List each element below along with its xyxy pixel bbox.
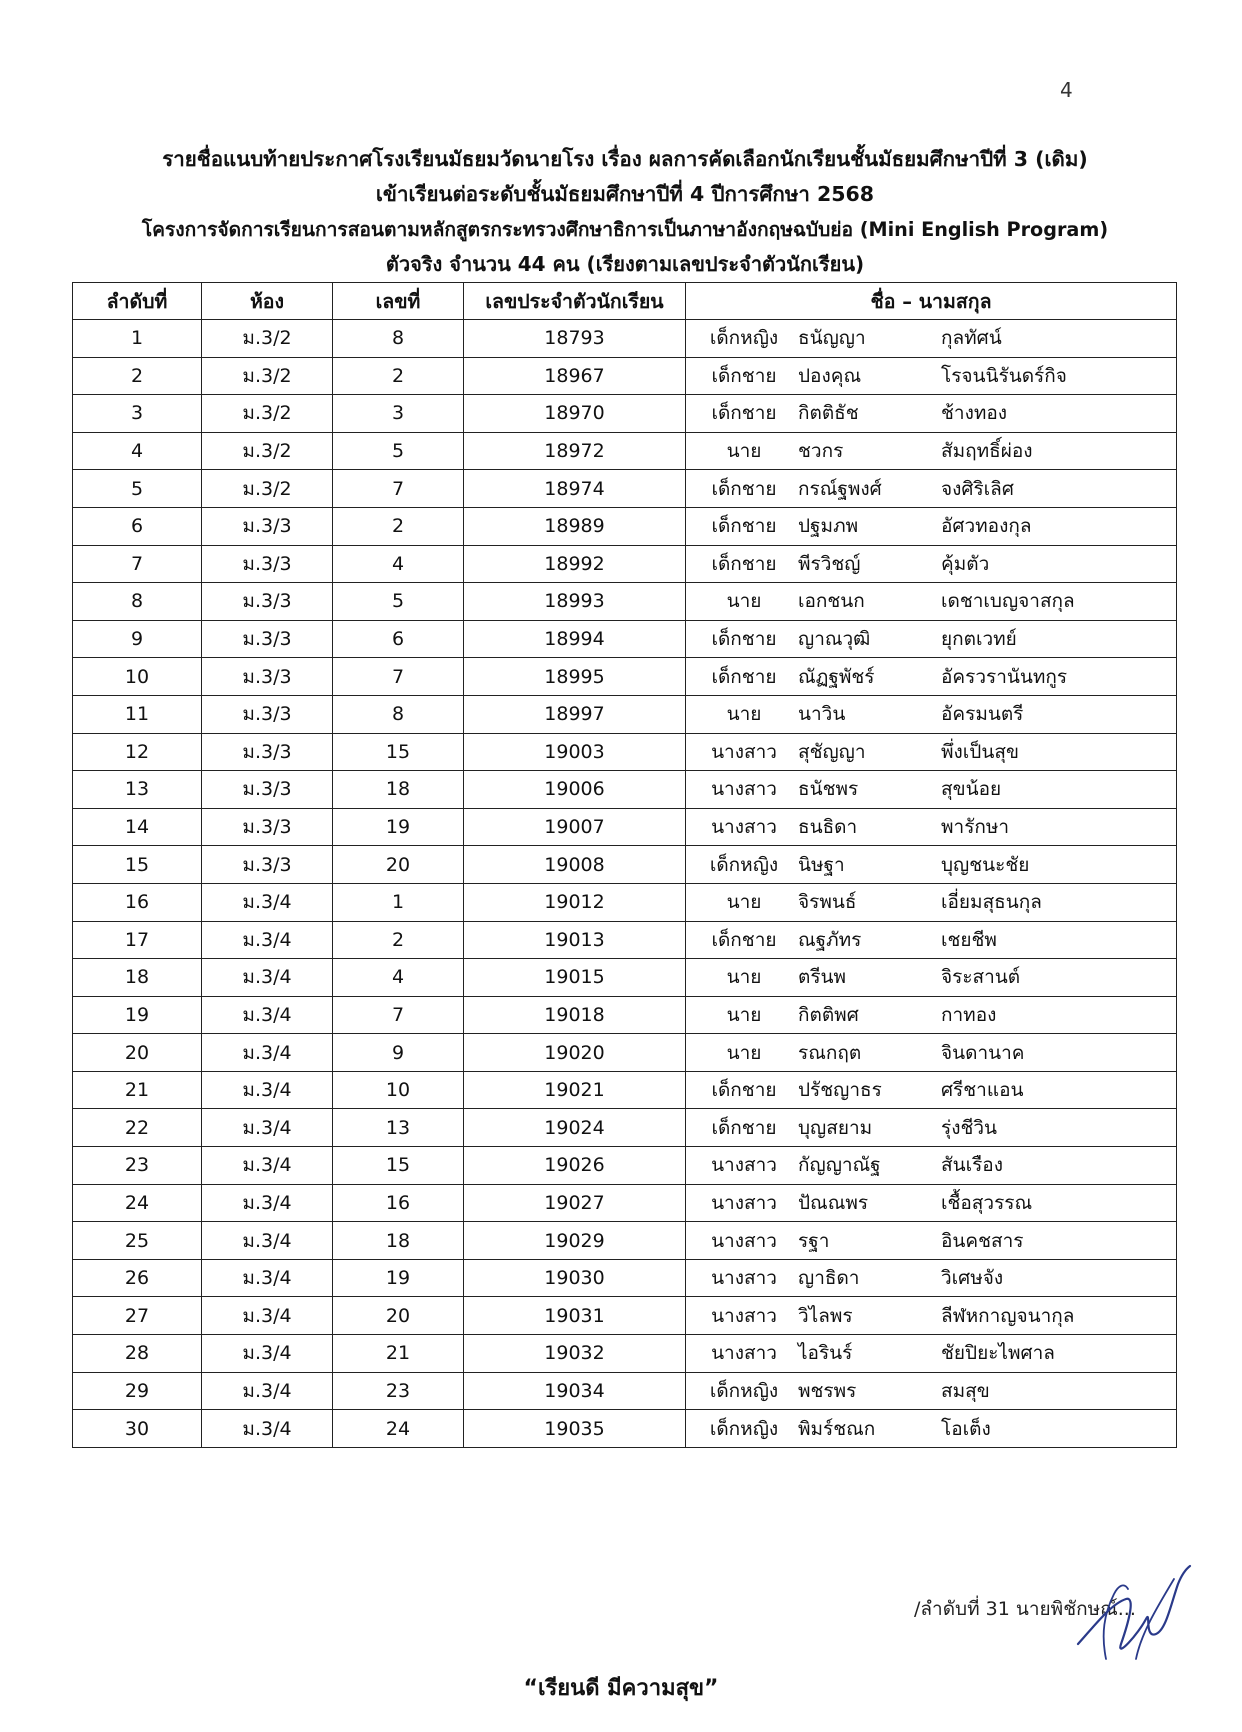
cell-number: 15 <box>333 1147 464 1185</box>
last-name: ลีฬหกาญจนากุล <box>941 1304 1075 1327</box>
table-row <box>73 432 1177 470</box>
cell-room: ม.3/2 <box>202 395 333 433</box>
cell-room: ม.3/3 <box>202 695 333 733</box>
cell-full-name <box>686 507 1177 545</box>
name-prefix: นางสาว <box>711 1342 777 1365</box>
first-name: รณกฤต <box>798 1041 862 1064</box>
cell-number: 5 <box>333 583 464 621</box>
name-prefix: นางสาว <box>711 1229 777 1252</box>
cell-index: 28 <box>73 1335 202 1373</box>
cell-number: 18 <box>333 1222 464 1260</box>
cell-room: ม.3/4 <box>202 959 333 997</box>
name-prefix: เด็กชาย <box>711 628 777 651</box>
table-row <box>73 658 1177 696</box>
cell-room: ม.3/3 <box>202 620 333 658</box>
cell-full-name <box>686 883 1177 921</box>
cell-room: ม.3/3 <box>202 771 333 809</box>
first-name: ญาธิดา <box>798 1267 860 1290</box>
last-name: จิระสานต์ <box>941 966 1021 989</box>
cell-number: 24 <box>333 1410 464 1448</box>
table-row <box>73 1410 1177 1448</box>
table-row <box>73 583 1177 621</box>
name-prefix: นางสาว <box>711 778 777 801</box>
last-name: โรจนนิรันดร์กิจ <box>941 364 1067 387</box>
first-name: ปรัชญาธร <box>798 1079 882 1102</box>
table-row <box>73 1034 1177 1072</box>
last-name: พึ่งเป็นสุข <box>941 740 1019 763</box>
cell-full-name <box>686 620 1177 658</box>
last-name: เชื้อสุวรรณ <box>941 1191 1033 1214</box>
cell-room: ม.3/3 <box>202 808 333 846</box>
column-header-student-id: เลขประจำตัวนักเรียน <box>464 283 686 320</box>
first-name: ณัฏฐพัชร์ <box>798 665 875 688</box>
cell-room: ม.3/2 <box>202 470 333 508</box>
cell-room: ม.3/4 <box>202 1372 333 1410</box>
cell-full-name <box>686 1109 1177 1147</box>
cell-full-name <box>686 1297 1177 1335</box>
cell-student-id: 19032 <box>464 1335 686 1373</box>
cell-index: 14 <box>73 808 202 846</box>
first-name: ปฐมภพ <box>798 515 859 538</box>
table-row <box>73 996 1177 1034</box>
first-name: ธนธิดา <box>798 816 858 839</box>
last-name: อัศวทองกุล <box>941 515 1032 538</box>
first-name: ธนัญญา <box>798 327 866 350</box>
cell-room: ม.3/4 <box>202 1297 333 1335</box>
cell-student-id: 19029 <box>464 1222 686 1260</box>
name-prefix: นาย <box>726 703 762 726</box>
cell-index: 22 <box>73 1109 202 1147</box>
table-row <box>73 846 1177 884</box>
last-name: สุขน้อย <box>941 778 1002 801</box>
table-row <box>73 320 1177 358</box>
first-name: สุชัญญา <box>798 740 866 763</box>
cell-index: 12 <box>73 733 202 771</box>
last-name: บุญชนะชัย <box>941 853 1030 876</box>
cell-full-name <box>686 808 1177 846</box>
name-prefix: เด็กชาย <box>711 665 777 688</box>
table-row <box>73 1109 1177 1147</box>
cell-full-name <box>686 1184 1177 1222</box>
cell-student-id: 18793 <box>464 320 686 358</box>
cell-index: 6 <box>73 507 202 545</box>
cell-index: 5 <box>73 470 202 508</box>
cell-index: 21 <box>73 1071 202 1109</box>
cell-full-name <box>686 846 1177 884</box>
cell-student-id: 18967 <box>464 357 686 395</box>
header-line-1: รายชื่อแนบท้ายประกาศโรงเรียนมัธยมวัดนายโรง เรื่อง ผลการคัดเลือกนักเรียนชั้นมัธยมศึกษาปีที่ 3 (เดิม) <box>162 147 1088 171</box>
page-number: 4 <box>1060 78 1073 102</box>
cell-full-name <box>686 695 1177 733</box>
cell-room: ม.3/4 <box>202 1335 333 1373</box>
first-name: รฐา <box>798 1229 830 1252</box>
cell-full-name <box>686 771 1177 809</box>
table-row <box>73 620 1177 658</box>
table-row <box>73 921 1177 959</box>
cell-number: 20 <box>333 1297 464 1335</box>
cell-student-id: 19013 <box>464 921 686 959</box>
cell-number: 20 <box>333 846 464 884</box>
cell-full-name <box>686 1259 1177 1297</box>
name-prefix: เด็กชาย <box>711 402 777 425</box>
cell-index: 25 <box>73 1222 202 1260</box>
last-name: วิเศษจัง <box>941 1267 1004 1290</box>
cell-number: 2 <box>333 507 464 545</box>
cell-number: 2 <box>333 357 464 395</box>
cell-student-id: 19021 <box>464 1071 686 1109</box>
cell-room: ม.3/4 <box>202 1222 333 1260</box>
cell-index: 19 <box>73 996 202 1034</box>
name-prefix: เด็กชาย <box>711 477 777 500</box>
first-name: วิไลพร <box>798 1304 853 1327</box>
cell-number: 4 <box>333 545 464 583</box>
document-header <box>70 142 1180 282</box>
first-name: นาวิน <box>798 703 846 726</box>
first-name: บุญสยาม <box>798 1116 873 1139</box>
cell-student-id: 19012 <box>464 883 686 921</box>
cell-index: 30 <box>73 1410 202 1448</box>
name-prefix: เด็กหญิง <box>709 853 779 876</box>
first-name: กัญญาณัฐ <box>798 1154 881 1177</box>
cell-room: ม.3/2 <box>202 357 333 395</box>
table-row <box>73 695 1177 733</box>
first-name: ปองคุณ <box>798 364 862 387</box>
cell-student-id: 18970 <box>464 395 686 433</box>
cell-full-name <box>686 395 1177 433</box>
first-name: ชวกร <box>798 440 844 463</box>
last-name: โอเต็ง <box>941 1417 991 1440</box>
first-name: เอกชนก <box>798 590 865 613</box>
table-header-row <box>73 283 1177 320</box>
cell-full-name <box>686 545 1177 583</box>
cell-full-name <box>686 357 1177 395</box>
cell-index: 17 <box>73 921 202 959</box>
cell-number: 9 <box>333 1034 464 1072</box>
cell-room: ม.3/4 <box>202 1071 333 1109</box>
cell-student-id: 18995 <box>464 658 686 696</box>
header-line-3: โครงการจัดการเรียนการสอนตามหลักสูตรกระทรวงศึกษาธิการเป็นภาษาอังกฤษฉบับย่อ (Mini English Program) <box>141 218 1109 241</box>
table-row <box>73 883 1177 921</box>
cell-student-id: 19035 <box>464 1410 686 1448</box>
first-name: กรณ์ฐพงศ์ <box>798 477 882 500</box>
first-name: จิรพนธ์ <box>798 891 857 914</box>
cell-index: 3 <box>73 395 202 433</box>
cell-full-name <box>686 1147 1177 1185</box>
table-row <box>73 1259 1177 1297</box>
first-name: ธนัชพร <box>798 778 859 801</box>
cell-number: 13 <box>333 1109 464 1147</box>
first-name: พชรพร <box>798 1379 857 1402</box>
cell-full-name <box>686 432 1177 470</box>
name-prefix: เด็กชาย <box>711 1116 777 1139</box>
last-name: เดชาเบญจาสกุล <box>941 590 1075 613</box>
last-name: ชัยปิยะไพศาล <box>941 1342 1055 1365</box>
signature <box>1066 1564 1196 1674</box>
cell-index: 2 <box>73 357 202 395</box>
name-prefix: นางสาว <box>711 1304 777 1327</box>
last-name: รุ่งชีวิน <box>941 1116 998 1139</box>
first-name: ณฐภัทร <box>798 928 862 951</box>
cell-number: 4 <box>333 959 464 997</box>
name-prefix: เด็กชาย <box>711 515 777 538</box>
cell-index: 24 <box>73 1184 202 1222</box>
column-header-full-name: ชื่อ – นามสกุล <box>686 283 1177 320</box>
cell-room: ม.3/3 <box>202 507 333 545</box>
cell-full-name <box>686 1335 1177 1373</box>
cell-index: 10 <box>73 658 202 696</box>
cell-room: ม.3/4 <box>202 1410 333 1448</box>
cell-student-id: 18993 <box>464 583 686 621</box>
cell-student-id: 19026 <box>464 1147 686 1185</box>
table-row <box>73 357 1177 395</box>
cell-room: ม.3/3 <box>202 733 333 771</box>
cell-index: 16 <box>73 883 202 921</box>
cell-index: 9 <box>73 620 202 658</box>
name-prefix: นาย <box>726 1041 762 1064</box>
cell-number: 8 <box>333 320 464 358</box>
cell-number: 1 <box>333 883 464 921</box>
cell-student-id: 18989 <box>464 507 686 545</box>
cell-index: 15 <box>73 846 202 884</box>
last-name: พารักษา <box>941 816 1010 839</box>
last-name: ยุกตเวทย์ <box>941 628 1017 651</box>
cell-student-id: 19003 <box>464 733 686 771</box>
column-header-number: เลขที่ <box>333 283 464 320</box>
cell-index: 4 <box>73 432 202 470</box>
table-row <box>73 1297 1177 1335</box>
last-name: กุลทัศน์ <box>941 327 1002 350</box>
first-name: นิษฐา <box>798 853 845 876</box>
last-name: สัมฤทธิ์ผ่อง <box>941 440 1033 463</box>
cell-student-id: 18997 <box>464 695 686 733</box>
cell-full-name <box>686 996 1177 1034</box>
last-name: คุ้มตัว <box>941 552 990 575</box>
cell-full-name <box>686 320 1177 358</box>
cell-number: 18 <box>333 771 464 809</box>
first-name: ปัณณพร <box>798 1191 869 1214</box>
cell-index: 20 <box>73 1034 202 1072</box>
cell-index: 13 <box>73 771 202 809</box>
table-row <box>73 1147 1177 1185</box>
cell-full-name <box>686 1222 1177 1260</box>
cell-student-id: 18974 <box>464 470 686 508</box>
cell-room: ม.3/4 <box>202 996 333 1034</box>
cell-student-id: 19034 <box>464 1372 686 1410</box>
name-prefix: นาย <box>726 1003 762 1026</box>
cell-full-name <box>686 470 1177 508</box>
cell-room: ม.3/3 <box>202 583 333 621</box>
cell-room: ม.3/3 <box>202 658 333 696</box>
cell-number: 3 <box>333 395 464 433</box>
cell-room: ม.3/3 <box>202 545 333 583</box>
cell-number: 6 <box>333 620 464 658</box>
cell-index: 26 <box>73 1259 202 1297</box>
table-row <box>73 771 1177 809</box>
cell-student-id: 19024 <box>464 1109 686 1147</box>
cell-room: ม.3/4 <box>202 1184 333 1222</box>
cell-number: 7 <box>333 658 464 696</box>
first-name: ไอรินร์ <box>798 1342 853 1365</box>
cell-index: 11 <box>73 695 202 733</box>
cell-room: ม.3/2 <box>202 320 333 358</box>
cell-number: 7 <box>333 996 464 1034</box>
cell-student-id: 18972 <box>464 432 686 470</box>
name-prefix: เด็กชาย <box>711 552 777 575</box>
cell-index: 27 <box>73 1297 202 1335</box>
cell-room: ม.3/4 <box>202 1034 333 1072</box>
cell-room: ม.3/4 <box>202 1147 333 1185</box>
cell-room: ม.3/2 <box>202 432 333 470</box>
cell-number: 19 <box>333 1259 464 1297</box>
cell-student-id: 19031 <box>464 1297 686 1335</box>
name-prefix: เด็กหญิง <box>709 327 779 350</box>
cell-number: 7 <box>333 470 464 508</box>
table-row <box>73 470 1177 508</box>
column-header-index: ลำดับที่ <box>73 283 202 320</box>
table-body <box>73 320 1177 1448</box>
cell-student-id: 19018 <box>464 996 686 1034</box>
cell-room: ม.3/4 <box>202 1259 333 1297</box>
cell-number: 10 <box>333 1071 464 1109</box>
table-row <box>73 1335 1177 1373</box>
header-line-4: ตัวจริง จำนวน 44 คน (เรียงตามเลขประจำตัวนักเรียน) <box>385 252 865 276</box>
name-prefix: นาย <box>726 966 762 989</box>
table-row <box>73 959 1177 997</box>
name-prefix: เด็กหญิง <box>709 1417 779 1440</box>
cell-student-id: 18992 <box>464 545 686 583</box>
cell-number: 21 <box>333 1335 464 1373</box>
cell-room: ม.3/3 <box>202 846 333 884</box>
name-prefix: นางสาว <box>711 1154 777 1177</box>
column-header-room: ห้อง <box>202 283 333 320</box>
table-row <box>73 1372 1177 1410</box>
cell-room: ม.3/4 <box>202 921 333 959</box>
table-row <box>73 1222 1177 1260</box>
last-name: จงศิริเลิศ <box>941 477 1014 500</box>
last-name: สันเรือง <box>941 1154 1003 1177</box>
cell-student-id: 19007 <box>464 808 686 846</box>
cell-number: 5 <box>333 432 464 470</box>
table-row <box>73 1071 1177 1109</box>
last-name: อัครมนตรี <box>941 703 1024 726</box>
cell-student-id: 19008 <box>464 846 686 884</box>
first-name: พิมร์ชณก <box>798 1417 876 1440</box>
last-name: อินคชสาร <box>941 1229 1024 1252</box>
last-name: สมสุข <box>941 1379 990 1402</box>
table-row <box>73 395 1177 433</box>
cell-number: 2 <box>333 921 464 959</box>
cell-number: 15 <box>333 733 464 771</box>
cell-room: ม.3/4 <box>202 883 333 921</box>
cell-index: 1 <box>73 320 202 358</box>
cell-student-id: 18994 <box>464 620 686 658</box>
cell-student-id: 19006 <box>464 771 686 809</box>
first-name: พีรวิชญ์ <box>798 552 861 575</box>
table-row <box>73 808 1177 846</box>
cell-number: 16 <box>333 1184 464 1222</box>
table-row <box>73 545 1177 583</box>
table-row <box>73 733 1177 771</box>
cell-index: 29 <box>73 1372 202 1410</box>
cell-full-name <box>686 921 1177 959</box>
school-motto: “เรียนดี มีความสุข” <box>523 1676 719 1701</box>
name-prefix: เด็กชาย <box>711 1079 777 1102</box>
last-name: ศรีชาแอน <box>941 1079 1024 1102</box>
last-name: ช้างทอง <box>941 402 1008 425</box>
last-name: เอี่ยมสุธนกุล <box>941 891 1042 914</box>
cell-full-name <box>686 1410 1177 1448</box>
cell-number: 23 <box>333 1372 464 1410</box>
name-prefix: นางสาว <box>711 1267 777 1290</box>
cell-student-id: 19027 <box>464 1184 686 1222</box>
cell-full-name <box>686 1372 1177 1410</box>
cell-full-name <box>686 658 1177 696</box>
name-prefix: เด็กชาย <box>711 928 777 951</box>
student-roster-table <box>72 282 1177 1448</box>
last-name: กาทอง <box>941 1003 997 1026</box>
cell-student-id: 19015 <box>464 959 686 997</box>
first-name: ตรีนพ <box>798 966 847 989</box>
cell-index: 23 <box>73 1147 202 1185</box>
name-prefix: เด็กหญิง <box>709 1379 779 1402</box>
cell-index: 18 <box>73 959 202 997</box>
table-row <box>73 1184 1177 1222</box>
header-line-2: เข้าเรียนต่อระดับชั้นมัธยมศึกษาปีที่ 4 ปีการศึกษา 2568 <box>375 182 875 206</box>
cell-full-name <box>686 583 1177 621</box>
name-prefix: นาย <box>726 440 762 463</box>
last-name: อัครวรานันทกูร <box>941 665 1068 688</box>
first-name: กิตติพศ <box>798 1003 859 1026</box>
cell-number: 8 <box>333 695 464 733</box>
cell-full-name <box>686 1034 1177 1072</box>
cell-full-name <box>686 733 1177 771</box>
cell-number: 19 <box>333 808 464 846</box>
cell-room: ม.3/4 <box>202 1109 333 1147</box>
name-prefix: นางสาว <box>711 816 777 839</box>
name-prefix: เด็กชาย <box>711 364 777 387</box>
cell-index: 7 <box>73 545 202 583</box>
first-name: กิตติธัช <box>798 402 859 425</box>
first-name: ญาณวุฒิ <box>798 628 871 651</box>
last-name: จินดานาค <box>941 1041 1025 1064</box>
name-prefix: นางสาว <box>711 740 777 763</box>
cell-index: 8 <box>73 583 202 621</box>
name-prefix: นาย <box>726 891 762 914</box>
table-row <box>73 507 1177 545</box>
name-prefix: นาย <box>726 590 762 613</box>
continued-note: /ลำดับที่ 31 นายพิชักษณ์... <box>914 1598 1136 1620</box>
cell-full-name <box>686 959 1177 997</box>
cell-full-name <box>686 1071 1177 1109</box>
name-prefix: นางสาว <box>711 1191 777 1214</box>
cell-student-id: 19030 <box>464 1259 686 1297</box>
last-name: เชยชีพ <box>941 928 997 951</box>
cell-student-id: 19020 <box>464 1034 686 1072</box>
